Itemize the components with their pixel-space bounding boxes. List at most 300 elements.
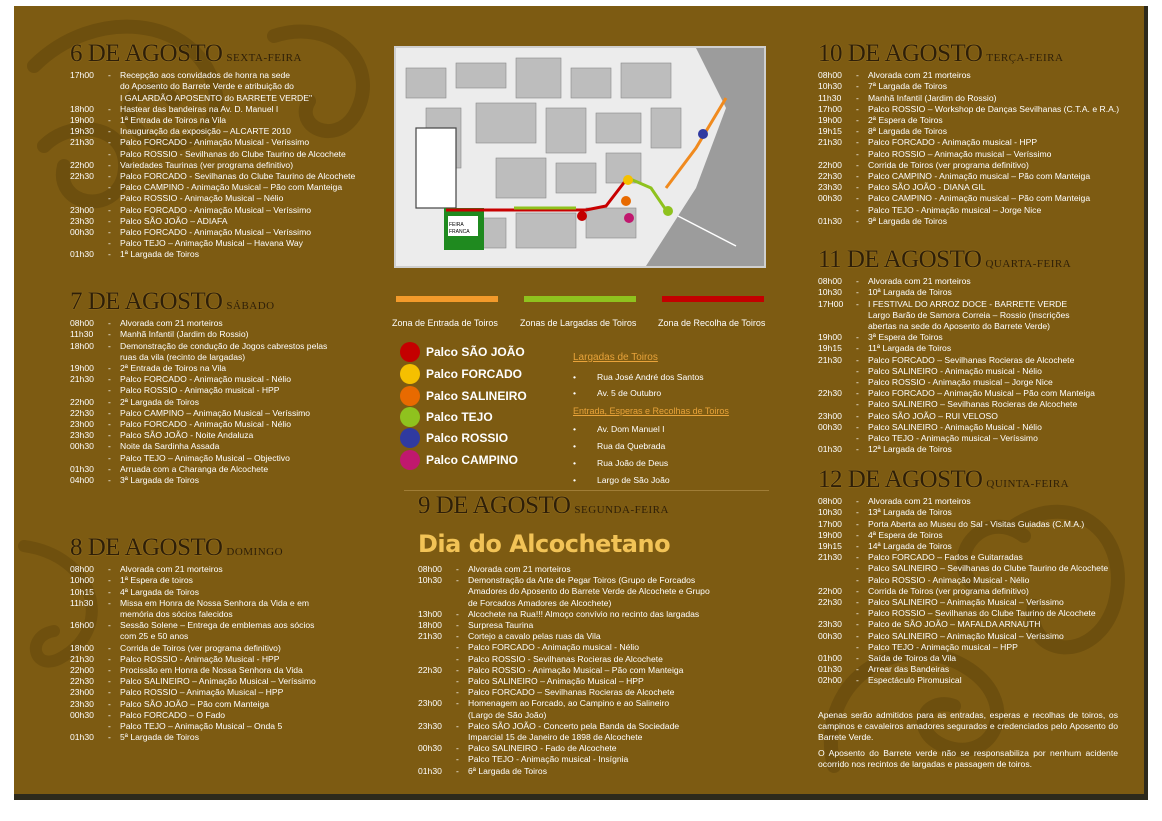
day-6-section xyxy=(70,40,380,261)
schedule-text: (Largo de São João) xyxy=(468,709,547,720)
schedule-dash: - xyxy=(108,419,111,430)
map-label-feira: FEIRA xyxy=(449,222,464,228)
schedule-text: Surpresa Taurina xyxy=(468,620,534,631)
schedule-text: Manhã Infantil (Jardim do Rossio) xyxy=(120,329,249,340)
schedule-text: ruas da vila (recinto de largadas) xyxy=(120,351,246,362)
schedule-dash: - xyxy=(108,721,111,732)
schedule-time: 22h30 xyxy=(70,171,94,182)
map-label-franca: FRANCA xyxy=(449,229,470,235)
schedule-time: 19h00 xyxy=(818,115,842,126)
schedule-row xyxy=(70,205,380,216)
schedule-dash: - xyxy=(108,318,111,329)
schedule-dash: - xyxy=(856,388,859,399)
schedule-time: 19h15 xyxy=(818,126,842,137)
schedule-dash xyxy=(456,710,468,721)
schedule-text: Palco FORCADO - Animação Musical - Nélio xyxy=(120,419,291,430)
schedule-dash: - xyxy=(456,720,459,731)
schedule-row xyxy=(818,81,1128,92)
schedule-dash: - xyxy=(456,608,459,619)
schedule-time: 23h30 xyxy=(70,430,94,441)
schedule-time: 22h30 xyxy=(418,664,442,675)
entradas-item-label: Rua João de Deus xyxy=(597,458,669,468)
schedule-row xyxy=(818,664,1128,675)
schedule-text: 8ª Largada de Toiros xyxy=(868,126,947,137)
schedule-time: 22h00 xyxy=(818,159,842,170)
schedule-time: 18h00 xyxy=(70,642,94,653)
schedule-text: Palco FORCADO – Animação Musical – Pão com Manteiga xyxy=(868,388,1095,399)
schedule-dash: - xyxy=(856,518,859,529)
schedule-row xyxy=(70,115,380,126)
schedule-row xyxy=(818,193,1128,204)
schedule-time: 23h00 xyxy=(418,698,442,709)
legend-recolha-bar xyxy=(662,296,764,302)
schedule-time: 22h30 xyxy=(818,597,842,608)
day-6-title: 6 DE AGOSTO xyxy=(70,40,223,67)
schedule-dash xyxy=(108,81,120,92)
schedule-dash: - xyxy=(856,433,859,444)
schedule-row xyxy=(70,160,380,171)
schedule-row xyxy=(70,70,380,81)
schedule-row xyxy=(818,321,1128,332)
schedule-row xyxy=(70,193,380,204)
schedule-time: 22h30 xyxy=(818,171,842,182)
entradas-item: • Av. Dom Manuel I xyxy=(573,424,665,434)
schedule-text: Palco TEJO – Animação Musical – Objectivo xyxy=(120,452,290,463)
schedule-text: Alvorada com 21 morteiros xyxy=(868,70,971,81)
schedule-text: Palco ROSSIO – Animação musical – Veríssimo xyxy=(868,148,1052,159)
day-8-section xyxy=(70,534,380,743)
schedule-dash: - xyxy=(108,249,111,260)
entradas-title: Entrada, Esperas e Recolhas de Toiros xyxy=(573,406,729,416)
schedule-row xyxy=(818,675,1128,686)
schedule-dash: - xyxy=(108,463,111,474)
schedule-text: Palco ROSSIO - Animação Musical - Nélio xyxy=(868,574,1030,585)
schedule-row xyxy=(70,575,380,586)
schedule-dash: - xyxy=(108,103,111,114)
schedule-text: Variedades Taurinas (ver programa definitivo) xyxy=(120,159,294,170)
schedule-text: Palco FORCADO – Sevilhanas Rocieras de Alcochete xyxy=(468,687,675,698)
palco-campino-label: Palco CAMPINO xyxy=(426,453,519,467)
day-10-weekday: TERÇA-FEIRA xyxy=(986,52,1064,64)
schedule-text: 3ª Espera de Toiros xyxy=(868,332,943,343)
palco-forcado-label: Palco FORCADO xyxy=(426,367,523,381)
schedule-text: Palco SALINEIRO – Animação Musical – Veríssimo xyxy=(868,597,1064,608)
palco-tejo-dot xyxy=(400,407,420,427)
right-column xyxy=(818,40,1128,686)
schedule-row xyxy=(70,564,380,575)
schedule-dash: - xyxy=(856,563,859,574)
schedule-text: 2ª Largada de Toiros xyxy=(120,396,199,407)
schedule-text: Palco SALINEIRO - Animação musical - Nélio xyxy=(868,365,1042,376)
schedule-row xyxy=(70,721,380,732)
schedule-row xyxy=(818,310,1128,321)
schedule-time: 10h30 xyxy=(818,287,842,298)
schedule-text: Palco TEJO - Animação musical – Veríssimo xyxy=(868,433,1038,444)
schedule-dash: - xyxy=(856,332,859,343)
schedule-dash: - xyxy=(856,421,859,432)
schedule-time xyxy=(418,654,456,665)
schedule-dash: - xyxy=(108,698,111,709)
schedule-dash: - xyxy=(108,475,111,486)
schedule-dash: - xyxy=(856,630,859,641)
schedule-time xyxy=(818,366,856,377)
schedule-row xyxy=(818,182,1128,193)
schedule-text: Palco FORCADO - Sevilhanas do Clube Taurino de Alcochete xyxy=(120,171,356,182)
schedule-text: Corrida de Toiros (ver programa definitivo) xyxy=(120,642,281,653)
schedule-time xyxy=(818,642,856,653)
schedule-text: 12ª Largada de Toiros xyxy=(868,444,952,455)
map-marker-rossio xyxy=(698,129,708,139)
schedule-text: Palco SALINEIRO – Sevilhanas Rocieras de Alcochete xyxy=(868,399,1078,410)
schedule-text: Demonstração de condução de Jogos cabrestos pelas xyxy=(120,340,328,351)
schedule-text: Palco TEJO - Animação musical – HPP xyxy=(868,641,1018,652)
schedule-time xyxy=(70,453,108,464)
schedule-time: 21h30 xyxy=(818,354,842,365)
schedule-text: Palco FORCADO - Animação musical - Nélio xyxy=(120,374,291,385)
schedule-dash: - xyxy=(108,687,111,698)
schedule-row xyxy=(70,385,380,396)
schedule-text: Palco SÃO JOÃO – RUI VELOSO xyxy=(868,410,998,421)
schedule-dash: - xyxy=(856,496,859,507)
schedule-row xyxy=(818,433,1128,444)
schedule-text: Arrear das Bandeiras xyxy=(868,664,950,675)
palco-rossio-label: Palco ROSSIO xyxy=(426,431,509,445)
schedule-time: 22h30 xyxy=(818,388,842,399)
schedule-row xyxy=(818,422,1128,433)
schedule-row xyxy=(70,341,380,352)
schedule-row xyxy=(70,238,380,249)
schedule-dash: - xyxy=(108,215,111,226)
schedule-row xyxy=(70,665,380,676)
schedule-row xyxy=(70,464,380,475)
schedule-row xyxy=(818,137,1128,148)
schedule-text: Espectáculo Piromusical xyxy=(868,675,962,686)
schedule-time xyxy=(818,433,856,444)
schedule-text: 1ª Entrada de Toiros na Vila xyxy=(120,115,227,126)
schedule-dash: - xyxy=(856,354,859,365)
schedule-row xyxy=(70,699,380,710)
schedule-text: Saída de Toiros da Vila xyxy=(868,653,957,664)
schedule-time: 23h30 xyxy=(818,182,842,193)
schedule-dash: - xyxy=(856,276,859,287)
schedule-time xyxy=(418,732,456,743)
left-column xyxy=(70,40,380,743)
schedule-time xyxy=(70,631,108,642)
schedule-text: Palco CAMPINO - Animação musical – Pão com Manteiga xyxy=(868,171,1091,182)
schedule-row xyxy=(418,676,758,687)
schedule-time: 08h00 xyxy=(818,70,842,81)
schedule-dash: - xyxy=(856,641,859,652)
schedule-text: Palco SALINEIRO – Animação Musical – HPP xyxy=(468,676,644,687)
schedule-row xyxy=(418,698,758,709)
schedule-dash xyxy=(108,631,120,642)
schedule-dash: - xyxy=(856,653,859,664)
schedule-time: 23h30 xyxy=(418,720,442,731)
schedule-time xyxy=(818,205,856,216)
day-12-weekday: QUINTA-FEIRA xyxy=(986,478,1070,490)
schedule-time: 23h00 xyxy=(70,204,94,215)
schedule-row xyxy=(818,377,1128,388)
schedule-dash: - xyxy=(856,377,859,388)
schedule-text: Procissão em Honra de Nossa Senhora da Vida xyxy=(120,665,303,676)
schedule-time: 22h00 xyxy=(70,159,94,170)
schedule-dash: - xyxy=(856,215,859,226)
day-7-schedule xyxy=(70,318,380,486)
legend-entry-label: Zona de Entrada de Toiros xyxy=(392,318,498,328)
schedule-text: Palco SALINEIRO - Animação Musical - Nélio xyxy=(868,421,1042,432)
schedule-time: 17h00 xyxy=(818,103,842,114)
schedule-time: 01h30 xyxy=(818,664,842,675)
schedule-row xyxy=(418,665,758,676)
schedule-dash: - xyxy=(856,137,859,148)
schedule-dash: - xyxy=(456,664,459,675)
schedule-dash: - xyxy=(456,676,459,687)
schedule-time xyxy=(818,399,856,410)
schedule-time: 01h30 xyxy=(818,215,842,226)
schedule-text: 10ª Largada de Toiros xyxy=(868,287,952,298)
schedule-time xyxy=(418,687,456,698)
schedule-time xyxy=(418,754,456,765)
schedule-text: 4ª Largada de Toiros xyxy=(120,586,199,597)
day-10-section xyxy=(818,40,1128,227)
schedule-time xyxy=(70,93,108,104)
schedule-time: 22h00 xyxy=(70,396,94,407)
schedule-text: Palco ROSSIO - Sevilhanas Rocieras de Alcochete xyxy=(468,653,663,664)
schedule-row xyxy=(70,620,380,631)
schedule-row xyxy=(418,654,758,665)
schedule-row xyxy=(818,444,1128,455)
schedule-time: 16h00 xyxy=(70,620,94,631)
schedule-row xyxy=(70,475,380,486)
schedule-text: Palco TEJO - Animação musical – Jorge Nice xyxy=(868,204,1042,215)
schedule-text: Palco SÃO JOÃO - Concerto pela Banda da Sociedade xyxy=(468,720,680,731)
schedule-dash: - xyxy=(108,586,111,597)
schedule-dash: - xyxy=(456,564,459,574)
schedule-dash: - xyxy=(856,585,859,596)
schedule-dash: - xyxy=(856,552,859,563)
schedule-text: 1ª Espera de toiros xyxy=(120,575,193,586)
palco-salineiro xyxy=(400,386,527,406)
entradas-item-label: Largo de São João xyxy=(597,475,670,485)
schedule-time: 10h00 xyxy=(70,575,94,586)
schedule-text: Palco TEJO – Animação Musical – Onda 5 xyxy=(120,721,283,732)
schedule-time xyxy=(818,575,856,586)
schedule-row xyxy=(70,643,380,654)
schedule-row xyxy=(818,149,1128,160)
schedule-text: Palco FORCADO - Animação musical - HPP xyxy=(868,137,1038,148)
schedule-time: 00h30 xyxy=(818,193,842,204)
day-11-weekday: QUARTA-FEIRA xyxy=(985,258,1072,270)
schedule-text: Palco ROSSIO - Animação Musical - HPP xyxy=(120,653,280,664)
schedule-time: 01h30 xyxy=(70,249,94,260)
schedule-row xyxy=(818,642,1128,653)
schedule-dash: - xyxy=(856,148,859,159)
day-10-schedule xyxy=(818,70,1128,227)
schedule-text: Hastear das bandeiras na Av. D. Manuel I xyxy=(120,103,279,114)
schedule-time: 01h00 xyxy=(818,653,842,664)
schedule-row xyxy=(818,93,1128,104)
schedule-text: Palco SALINEIRO - Fado de Alcochete xyxy=(468,743,617,754)
schedule-time xyxy=(818,321,856,332)
schedule-time xyxy=(818,310,856,321)
schedule-text: abertas na sede do Aposento do Barrete Verde) xyxy=(868,321,1051,332)
map-drawing xyxy=(396,48,764,266)
schedule-dash: - xyxy=(108,396,111,407)
day-7-weekday: SÁBADO xyxy=(226,300,275,312)
palco-sao-joao-dot xyxy=(400,342,420,362)
schedule-dash: - xyxy=(856,204,859,215)
schedule-row xyxy=(818,399,1128,410)
schedule-row xyxy=(70,93,380,104)
schedule-dash: - xyxy=(108,441,111,452)
schedule-text: Palco SÃO JOÃO – Pão com Manteiga xyxy=(120,698,270,709)
schedule-dash xyxy=(456,586,468,597)
schedule-text: Palco ROSSIO - Animação musical – Jorge Nice xyxy=(868,377,1053,388)
schedule-time: 01h30 xyxy=(70,732,94,743)
schedule-dash: - xyxy=(856,343,859,354)
schedule-time: 21h30 xyxy=(818,552,842,563)
schedule-text: Palco FORCADO - Animação Musical – Veríssimo xyxy=(120,204,312,215)
schedule-text: Palco FORCADO - Animação musical - Nélio xyxy=(468,642,639,653)
schedule-row xyxy=(418,754,758,765)
schedule-row xyxy=(818,619,1128,630)
schedule-dash: - xyxy=(456,754,459,765)
day-12-section xyxy=(818,466,1128,687)
schedule-dash: - xyxy=(456,687,459,698)
schedule-dash: - xyxy=(108,148,111,159)
schedule-time: 08h00 xyxy=(818,496,842,507)
schedule-dash: - xyxy=(108,732,111,743)
schedule-dash: - xyxy=(108,204,111,215)
schedule-dash: - xyxy=(856,541,859,552)
schedule-text: 2ª Entrada de Toiros na Vila xyxy=(120,363,227,374)
palco-tejo xyxy=(400,407,493,427)
schedule-time: 22h30 xyxy=(70,407,94,418)
schedule-row xyxy=(418,586,758,597)
schedule-text: Palco FORCADO - Animação Musical – Veríssimo xyxy=(120,227,312,238)
schedule-dash: - xyxy=(856,92,859,103)
schedule-row xyxy=(418,721,758,732)
schedule-row xyxy=(70,609,380,620)
schedule-row xyxy=(418,575,758,586)
schedule-time: 13h00 xyxy=(418,608,442,619)
schedule-time: 17h00 xyxy=(70,70,94,81)
schedule-time: 22h00 xyxy=(70,665,94,676)
schedule-time: 19h00 xyxy=(818,332,842,343)
schedule-row xyxy=(70,408,380,419)
schedule-row xyxy=(818,332,1128,343)
palco-salineiro-label: Palco SALINEIRO xyxy=(426,389,527,403)
palco-tejo-label: Palco TEJO xyxy=(426,410,493,424)
schedule-time: 00h30 xyxy=(70,709,94,720)
schedule-row xyxy=(818,276,1128,287)
schedule-text: Porta Aberta ao Museu do Sal - Visitas Guiadas (C.M.A.) xyxy=(868,518,1085,529)
entradas-item-label: Av. Dom Manuel I xyxy=(597,424,665,434)
schedule-time: 21h30 xyxy=(70,137,94,148)
schedule-row xyxy=(818,411,1128,422)
schedule-row xyxy=(70,430,380,441)
schedule-text: Demonstração da Arte de Pegar Toiros (Grupo de Forcados xyxy=(468,575,696,586)
schedule-time xyxy=(818,149,856,160)
schedule-dash: - xyxy=(856,287,859,298)
schedule-time: 19h30 xyxy=(70,126,94,137)
schedule-time: 23h00 xyxy=(818,410,842,421)
schedule-time xyxy=(418,710,456,721)
schedule-text: Palco ROSSIO – Sevilhanas do Clube Taurino de Alcochete xyxy=(868,608,1096,619)
schedule-dash: - xyxy=(108,159,111,170)
palco-forcado-dot xyxy=(400,364,420,384)
schedule-row xyxy=(70,104,380,115)
schedule-row xyxy=(818,160,1128,171)
schedule-text: 7ª Largada de Toiros xyxy=(868,81,947,92)
schedule-row xyxy=(70,352,380,363)
day-8-weekday: DOMINGO xyxy=(226,546,284,558)
schedule-text: 9ª Largada de Toiros xyxy=(868,215,947,226)
largadas-item: • Av. 5 de Outubro xyxy=(573,388,662,398)
schedule-time: 00h30 xyxy=(818,630,842,641)
schedule-dash: - xyxy=(108,665,111,676)
schedule-dash: - xyxy=(856,619,859,630)
day-9-weekday: SEGUNDA-FEIRA xyxy=(574,504,669,516)
schedule-dash: - xyxy=(856,159,859,170)
schedule-row xyxy=(818,366,1128,377)
schedule-row xyxy=(70,363,380,374)
entradas-item-label: Rua da Quebrada xyxy=(597,441,666,451)
entradas-item: • Rua João de Deus xyxy=(573,458,669,468)
schedule-time: 10h30 xyxy=(818,81,842,92)
schedule-dash xyxy=(856,321,868,332)
schedule-time xyxy=(418,586,456,597)
schedule-dash: - xyxy=(108,653,111,664)
schedule-time xyxy=(70,721,108,732)
schedule-time: 21h30 xyxy=(70,653,94,664)
schedule-text: 14ª Largada de Toiros xyxy=(868,541,952,552)
schedule-time: 22h00 xyxy=(818,585,842,596)
schedule-text: Sessão Solene – Entrega de emblemas aos sócios xyxy=(120,620,315,631)
schedule-dash xyxy=(108,352,120,363)
schedule-row xyxy=(818,343,1128,354)
schedule-text: Palco ROSSIO – Animação Musical – HPP xyxy=(120,687,284,698)
schedule-text: Amadores do Aposento do Barrete Verde de Alcochete e Grupo xyxy=(468,586,710,597)
schedule-time: 23h00 xyxy=(70,687,94,698)
schedule-text: Palco FORCADO – O Fado xyxy=(120,709,226,720)
schedule-time: 18h00 xyxy=(70,103,94,114)
schedule-row xyxy=(418,598,758,609)
schedule-time: 08h00 xyxy=(70,564,94,575)
legend-recolha-label: Zona de Recolha de Toiros xyxy=(658,318,766,328)
schedule-row xyxy=(418,687,758,698)
schedule-text: Palco FORCADO – Fados e Guitarradas xyxy=(868,552,1023,563)
schedule-text: Palco SÃO JOÃO - DIANA GIL xyxy=(868,182,986,193)
schedule-row xyxy=(70,249,380,260)
schedule-dash: - xyxy=(456,698,459,709)
schedule-row xyxy=(818,507,1128,518)
schedule-dash: - xyxy=(456,575,459,586)
schedule-text: Palco SALINEIRO – Animação Musical – Veríssimo xyxy=(868,630,1064,641)
schedule-dash: - xyxy=(856,399,859,410)
schedule-row xyxy=(818,216,1128,227)
palco-forcado xyxy=(400,364,522,384)
schedule-dash: - xyxy=(856,597,859,608)
schedule-row xyxy=(818,299,1128,310)
schedule-time: 23h30 xyxy=(818,619,842,630)
schedule-time: 11h30 xyxy=(70,329,94,340)
schedule-row xyxy=(818,552,1128,563)
schedule-row xyxy=(70,453,380,464)
schedule-dash: - xyxy=(108,709,111,720)
schedule-time: 23h00 xyxy=(70,419,94,430)
schedule-time: 10h30 xyxy=(418,575,442,586)
